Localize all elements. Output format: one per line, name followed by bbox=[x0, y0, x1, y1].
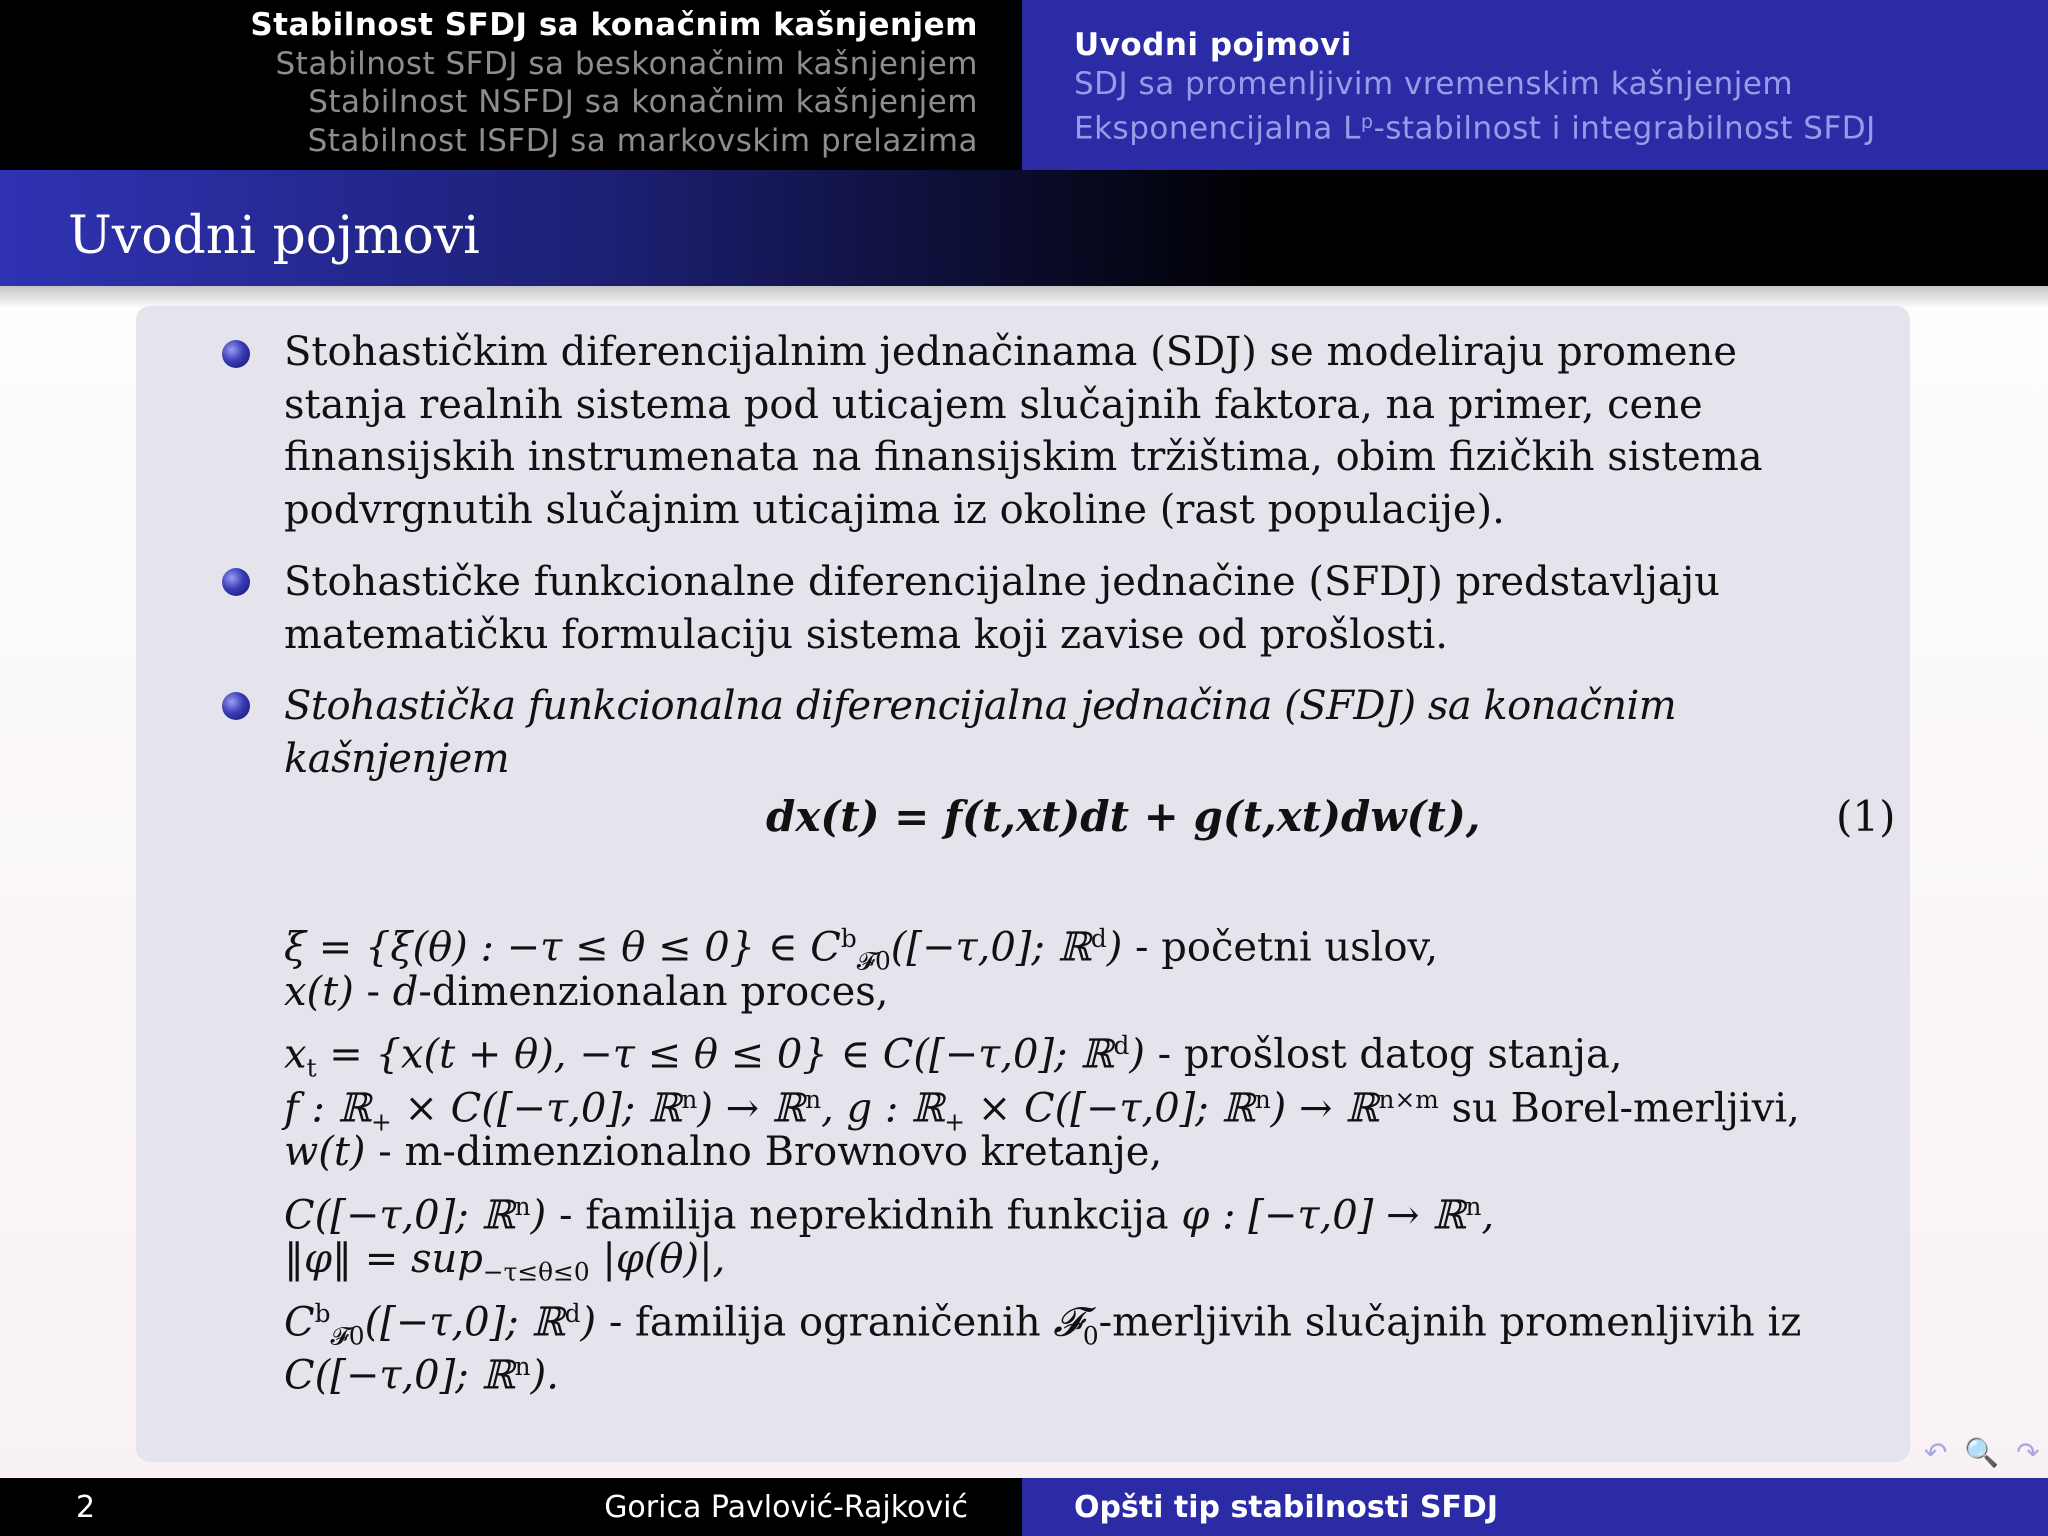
nav-subsection-2[interactable]: SDJ sa promenljivim vremenskim kašnjenjem bbox=[1074, 65, 1794, 102]
bullet-text-1: Stohastičkim diferencijalnim jednačinama (SDJ) se modeliraju promene stanja realnih sistema pod uticajem slučajnih faktora, na primer, cene finansijskih instrumenata na finansijskim tržištima, obim fizičkih sistema podvrgnutih slučajnim uticajima iz okoline (rast populacije). bbox=[284, 329, 1763, 533]
def3-sup: d bbox=[1113, 1031, 1130, 1060]
subsection-navigation bbox=[1022, 0, 2048, 170]
def6-close: ) bbox=[530, 1192, 547, 1239]
bullet-icon-1 bbox=[222, 340, 250, 368]
def2-math2: d bbox=[392, 968, 419, 1015]
def8-sub: 𝓕0 bbox=[330, 1320, 365, 1350]
definition-continuous-functions bbox=[284, 1180, 1884, 1239]
section-navigation bbox=[0, 0, 1022, 170]
definition-initial-condition bbox=[284, 912, 1884, 976]
def4-math5: × C([−τ,0]; ℝ bbox=[965, 1085, 1255, 1132]
nav-section-4[interactable]: Stabilnost ISFDJ sa markovskim prelazima bbox=[307, 122, 978, 159]
def1-sup: b bbox=[840, 924, 857, 953]
def4-sup3: n bbox=[1254, 1084, 1271, 1114]
footer-author: Gorica Pavlović-Rajković bbox=[604, 1490, 968, 1525]
footer-left bbox=[0, 1478, 1022, 1536]
bullet-icon-3 bbox=[222, 692, 250, 720]
def1-close: ) bbox=[1106, 924, 1123, 971]
frame-title: Uvodni pojmovi bbox=[68, 206, 480, 266]
nav-section-1[interactable]: Stabilnost SFDJ sa konačnim kašnjenjem bbox=[250, 7, 978, 43]
def6-sup2: n bbox=[1465, 1191, 1482, 1221]
def8-math3: 𝓕 bbox=[1053, 1299, 1083, 1346]
footer-right bbox=[1022, 1478, 2048, 1536]
definition-borel-functions bbox=[284, 1073, 1884, 1136]
definition-process bbox=[284, 966, 1884, 1020]
def3-sub: t bbox=[306, 1053, 317, 1083]
def8-math: C bbox=[284, 1299, 315, 1346]
definition-brownian-motion bbox=[284, 1126, 1884, 1180]
def6-sup: n bbox=[514, 1191, 531, 1221]
def1-math: ξ = {ξ(θ) : −τ ≤ θ ≤ 0} ∈ C bbox=[284, 924, 841, 971]
def4-sub: + bbox=[370, 1106, 392, 1136]
def7-math: ‖φ‖ = sup bbox=[284, 1236, 483, 1282]
def6-end: , bbox=[1481, 1192, 1495, 1239]
bullet-text-2: Stohastičke funkcionalne diferencijalne jednačine (SFDJ) predstavljaju matematičku formulaciju sistema koji zavise od prošlosti. bbox=[284, 559, 1720, 658]
def1-sup2: d bbox=[1090, 924, 1107, 953]
def3-text: - prošlost datog stanja, bbox=[1144, 1031, 1623, 1078]
nav-subsection-3-part-b: -stabilnost i integrabilnost SFDJ bbox=[1373, 110, 1876, 147]
def9-math: C([−τ,0]; ℝ bbox=[284, 1352, 515, 1399]
nav-subsection-3-superscript: p bbox=[1360, 110, 1374, 133]
def4-sup2: n bbox=[805, 1084, 822, 1114]
def8-sup: b bbox=[314, 1298, 331, 1328]
def8-close: ) bbox=[580, 1299, 597, 1346]
equation-number: (1) bbox=[1836, 792, 1896, 841]
def1-text: - početni uslov, bbox=[1122, 924, 1439, 971]
def6-text: - familija neprekidnih funkcija bbox=[546, 1192, 1182, 1239]
def4-sup: n bbox=[681, 1084, 698, 1114]
title-shadow bbox=[0, 286, 2048, 308]
def6-math2: φ : [−τ,0] → ℝ bbox=[1181, 1192, 1466, 1239]
def8-math2: ([−τ,0]; ℝ bbox=[364, 1299, 565, 1346]
def4-math4: , g : ℝ bbox=[821, 1085, 945, 1132]
def9-sup: n bbox=[514, 1352, 531, 1381]
def2-math: x(t) bbox=[284, 968, 354, 1015]
def6-math: C([−τ,0]; ℝ bbox=[284, 1192, 515, 1239]
def8-sub2: 0 bbox=[1082, 1320, 1099, 1350]
definitions-list bbox=[284, 912, 1884, 1399]
nav-subsection-1[interactable]: Uvodni pojmovi bbox=[1074, 27, 1352, 63]
def5-math: w(t) bbox=[284, 1129, 366, 1175]
def3-close: ) bbox=[1129, 1031, 1145, 1078]
def8-text: - familija ograničenih bbox=[596, 1299, 1054, 1346]
beamer-navigation-icons[interactable]: ↶ 🔍 ↷ bbox=[1924, 1436, 2044, 1469]
def4-math: f : ℝ bbox=[284, 1085, 371, 1132]
def5-text: - m-dimenzionalno Brownovo kretanje, bbox=[365, 1129, 1163, 1175]
def7-math2: |φ(θ)|, bbox=[589, 1236, 726, 1282]
nav-subsection-3[interactable] bbox=[1074, 103, 2048, 148]
def2-text: - bbox=[353, 968, 393, 1015]
def3-math: x bbox=[284, 1031, 307, 1078]
def4-sub2: + bbox=[944, 1106, 966, 1136]
nav-section-3[interactable]: Stabilnost NSFDJ sa konačnim kašnjenjem bbox=[308, 84, 978, 120]
def4-sup4: n×m bbox=[1378, 1084, 1439, 1114]
frame-title-bar bbox=[0, 170, 2048, 286]
def2-text2: -dimenzionalan proces, bbox=[418, 968, 889, 1015]
definition-past-state bbox=[284, 1019, 1884, 1083]
def8-sup2: d bbox=[564, 1298, 581, 1328]
nav-section-2[interactable]: Stabilnost SFDJ sa beskonačnim kašnjenjem bbox=[275, 45, 978, 82]
def4-math2: × C([−τ,0]; ℝ bbox=[391, 1085, 682, 1132]
footer-title: Opšti tip stabilnosti SFDJ bbox=[1074, 1490, 1498, 1525]
page-number: 2 bbox=[76, 1490, 96, 1525]
bullet-text-3: Stohastička funkcionalna diferencijalna jednačina (SFDJ) sa konačnim kašnjenjem bbox=[284, 683, 1677, 782]
def4-math3: ) → ℝ bbox=[697, 1085, 806, 1132]
bullet-icon-2 bbox=[222, 568, 250, 596]
def3-math2: = {x(t + θ), −τ ≤ θ ≤ 0} ∈ C([−τ,0]; ℝ bbox=[316, 1031, 1114, 1078]
def8-text2: -merljivih slučajnih promenljivih iz bbox=[1098, 1299, 1802, 1346]
equation: dx(t) = f(t,xt)dt + g(t,xt)dw(t), bbox=[766, 792, 1481, 841]
def1-sub: 𝓕0 bbox=[856, 946, 891, 976]
definition-bounded-variables bbox=[284, 1287, 1884, 1350]
def9-close: ). bbox=[530, 1352, 559, 1399]
definition-norm bbox=[284, 1233, 1884, 1287]
nav-subsection-3-part-a: Eksponencijalna L bbox=[1074, 110, 1361, 147]
def4-math6: ) → ℝ bbox=[1270, 1085, 1379, 1132]
def7-sub: −τ≤θ≤0 bbox=[482, 1257, 590, 1287]
def4-text: su Borel-merljivi, bbox=[1438, 1085, 1800, 1132]
def1-math2: ([−τ,0]; ℝ bbox=[890, 924, 1091, 971]
